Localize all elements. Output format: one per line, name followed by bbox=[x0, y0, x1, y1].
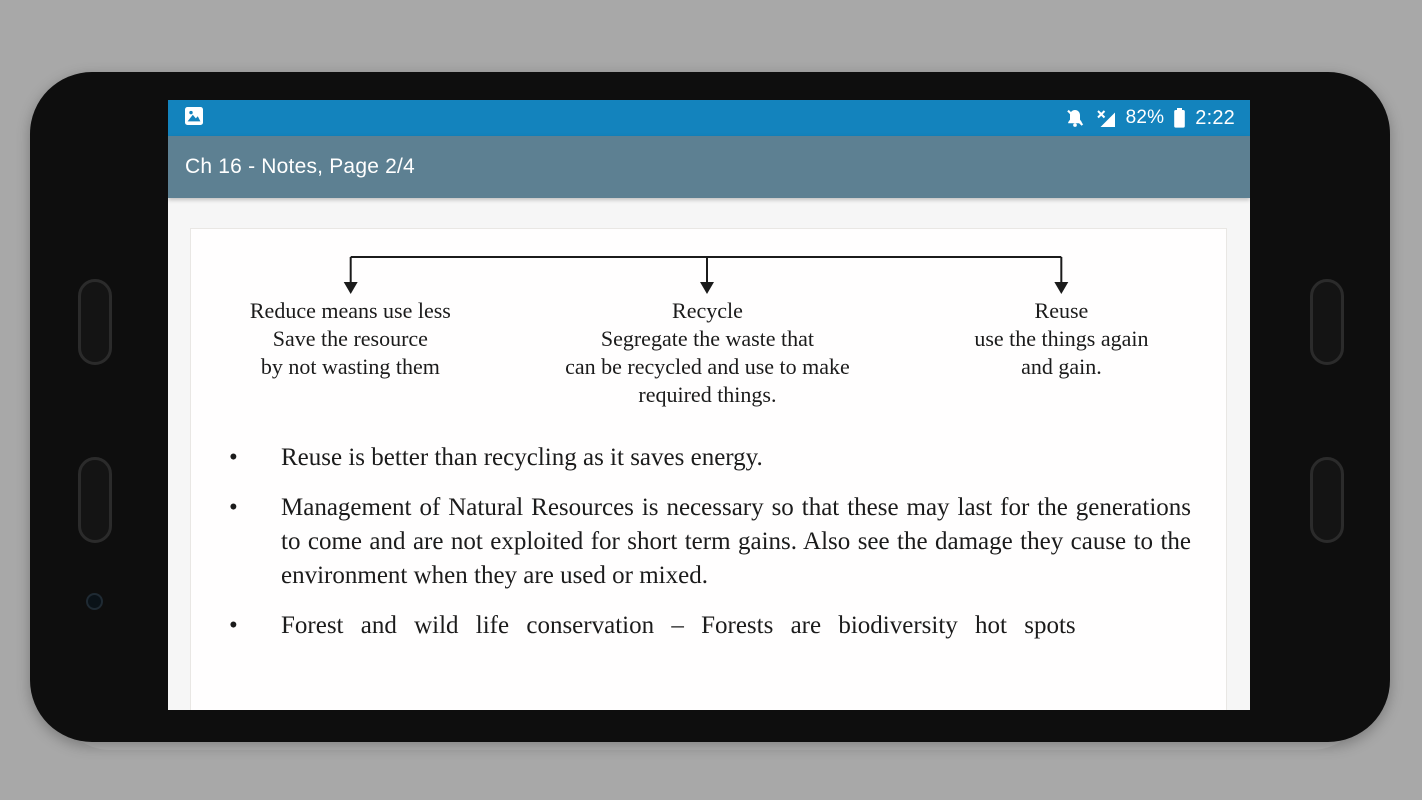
diagram-line: Segregate the waste that bbox=[600, 326, 815, 351]
diagram-line: Recycle bbox=[672, 298, 743, 323]
battery-icon bbox=[1173, 107, 1186, 129]
bullet-text: Management of Natural Resources is necessary so that these may last for the generations to come and are not exploited for short term gains. Also see the damage they cause to the environment when they are used or mixed. bbox=[281, 494, 1191, 589]
diagram-line: by not wasting them bbox=[260, 354, 440, 379]
diagram-line: and gain. bbox=[1021, 354, 1102, 379]
bullet-marker: • bbox=[229, 612, 238, 639]
status-bar bbox=[168, 100, 1250, 136]
diagram-line: Reduce means use less bbox=[249, 298, 451, 323]
status-bar-right bbox=[1064, 107, 1235, 130]
notifications-off-icon bbox=[1064, 107, 1086, 129]
status-bar-left bbox=[183, 105, 205, 132]
document-clip bbox=[191, 229, 1226, 643]
bullet-list bbox=[191, 441, 1226, 643]
diagram-line: Save the resource bbox=[272, 326, 428, 351]
flow-diagram bbox=[191, 297, 1226, 415]
diagram-column-recycle bbox=[565, 297, 850, 409]
diagram-column-reduce bbox=[250, 297, 451, 381]
camera-dot bbox=[86, 593, 103, 610]
bullet-text: Forest and wild life conservation – Forests are biodiversity hot spots bbox=[281, 612, 1076, 639]
right-bezel-slot-bottom bbox=[1310, 457, 1344, 543]
right-bezel-slot-top bbox=[1310, 279, 1344, 365]
screen bbox=[168, 100, 1250, 710]
left-bezel-slot-top bbox=[78, 279, 112, 365]
list-item bbox=[229, 441, 1191, 475]
document-page bbox=[190, 228, 1227, 710]
diagram-line: Reuse bbox=[1034, 298, 1089, 323]
battery-percent-label: 82% bbox=[1125, 107, 1165, 128]
flow-arrows bbox=[191, 251, 1226, 295]
status-time: 2:22 bbox=[1195, 106, 1235, 129]
bullet-marker: • bbox=[229, 494, 238, 521]
bullet-text: Reuse is better than recycling as it saves energy. bbox=[281, 444, 763, 471]
left-bezel-slot-bottom bbox=[78, 457, 112, 543]
diagram-line: required things. bbox=[638, 382, 777, 407]
document-viewport[interactable] bbox=[168, 198, 1250, 710]
image-notification-icon bbox=[183, 105, 205, 127]
bullet-marker: • bbox=[229, 444, 238, 471]
diagram-line: use the things again bbox=[974, 326, 1149, 351]
list-item bbox=[229, 491, 1191, 593]
phone-frame bbox=[30, 72, 1390, 742]
page-title: Ch 16 - Notes, Page 2/4 bbox=[185, 155, 415, 178]
diagram-column-reuse bbox=[974, 297, 1148, 381]
list-item bbox=[229, 609, 1191, 643]
app-bar bbox=[168, 136, 1250, 198]
diagram-line: can be recycled and use to make bbox=[565, 354, 850, 379]
no-signal-icon bbox=[1095, 107, 1117, 129]
